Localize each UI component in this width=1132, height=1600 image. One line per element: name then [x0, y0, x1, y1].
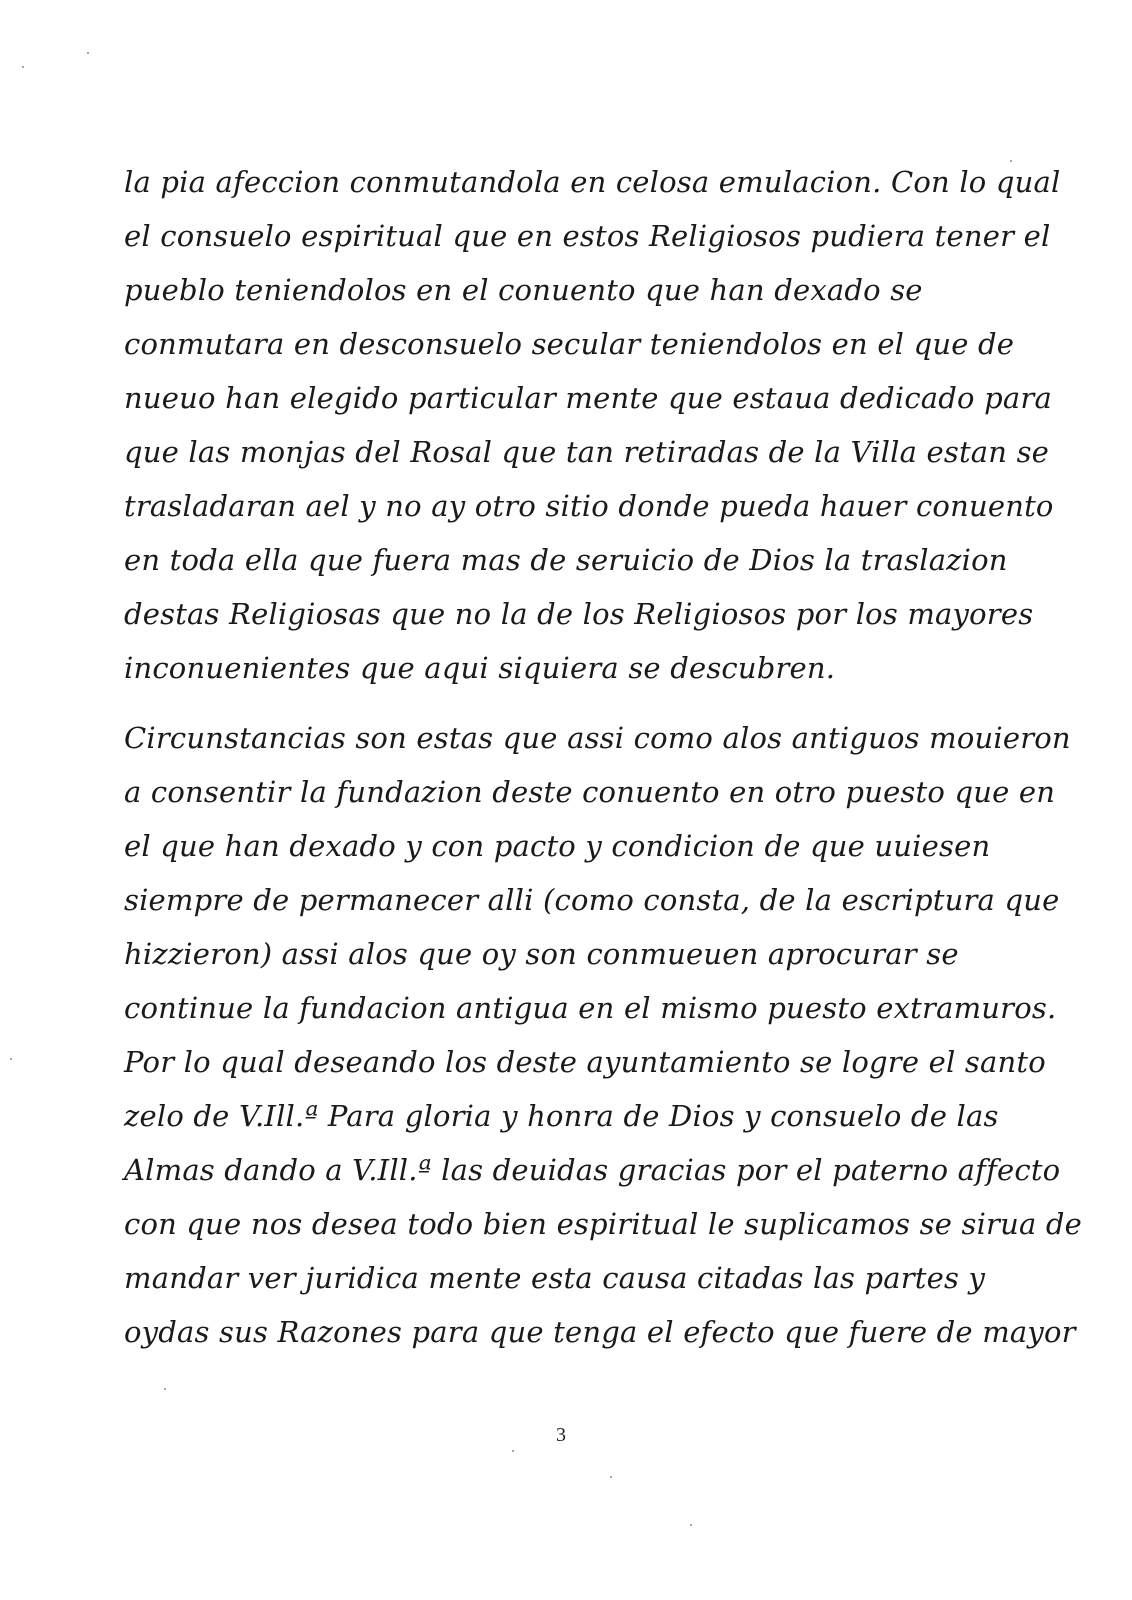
scan-speck — [1010, 160, 1012, 162]
text-line: el consuelo espiritual que en estos Religiosos pudiera tener el — [124, 219, 1051, 253]
text-line: mandar ver juridica mente esta causa citadas las partes y — [124, 1261, 986, 1295]
text-line: destas Religiosas que no la de los Religiosos por los mayores — [124, 597, 1034, 631]
scan-speck — [512, 1450, 514, 1452]
text-line: siempre de permanecer alli (como consta, de la escriptura que — [124, 883, 1060, 917]
text-line: Circunstancias son estas que assi como alos antiguos mouieron — [124, 721, 1071, 755]
text-line: a consentir la fundazion deste conuento en otro puesto que en — [124, 775, 1056, 809]
text-line: la pia afeccion conmutandola en celosa emulacion. Con lo qual — [124, 165, 1061, 199]
scan-speck — [10, 1058, 12, 1060]
text-line: con que nos desea todo bien espiritual le suplicamos se sirua de — [124, 1207, 1083, 1241]
scan-speck — [87, 52, 89, 54]
text-line: en toda ella que fuera mas de seruicio de Dios la traslazion — [124, 543, 1008, 577]
scan-speck — [610, 1476, 612, 1478]
text-line: pueblo teniendolos en el conuento que han dexado se — [124, 273, 923, 307]
text-line: nueuo han elegido particular mente que estaua dedicado para — [124, 381, 1052, 415]
text-line: zelo de V.Ill.ª Para gloria y honra de Dios y consuelo de las — [124, 1099, 999, 1133]
text-line: que las monjas del Rosal que tan retiradas de la Villa estan se — [124, 435, 1050, 469]
page-number: 3 — [556, 1424, 566, 1446]
text-line: Almas dando a V.Ill.ª las deuidas gracias por el paterno affecto — [124, 1153, 1061, 1187]
scan-speck — [22, 66, 24, 68]
text-line: oydas sus Razones para que tenga el efecto que fuere de mayor — [124, 1315, 1076, 1349]
scan-speck — [164, 1388, 166, 1390]
text-line: trasladaran ael y no ay otro sitio donde pueda hauer conuento — [124, 489, 1054, 523]
scan-speck — [690, 1524, 692, 1526]
text-line: hizzieron) assi alos que oy son conmueuen aprocurar se — [124, 937, 959, 971]
text-line: inconuenientes que aqui siquiera se descubren. — [124, 651, 836, 685]
text-line: el que han dexado y con pacto y condicion de que uuiesen — [124, 829, 991, 863]
text-line: conmutara en desconsuelo secular teniendolos en el que de — [124, 327, 1015, 361]
text-line: Por lo qual deseando los deste ayuntamiento se logre el santo — [124, 1045, 1046, 1079]
text-line: continue la fundacion antigua en el mismo puesto extramuros. — [124, 991, 1057, 1025]
